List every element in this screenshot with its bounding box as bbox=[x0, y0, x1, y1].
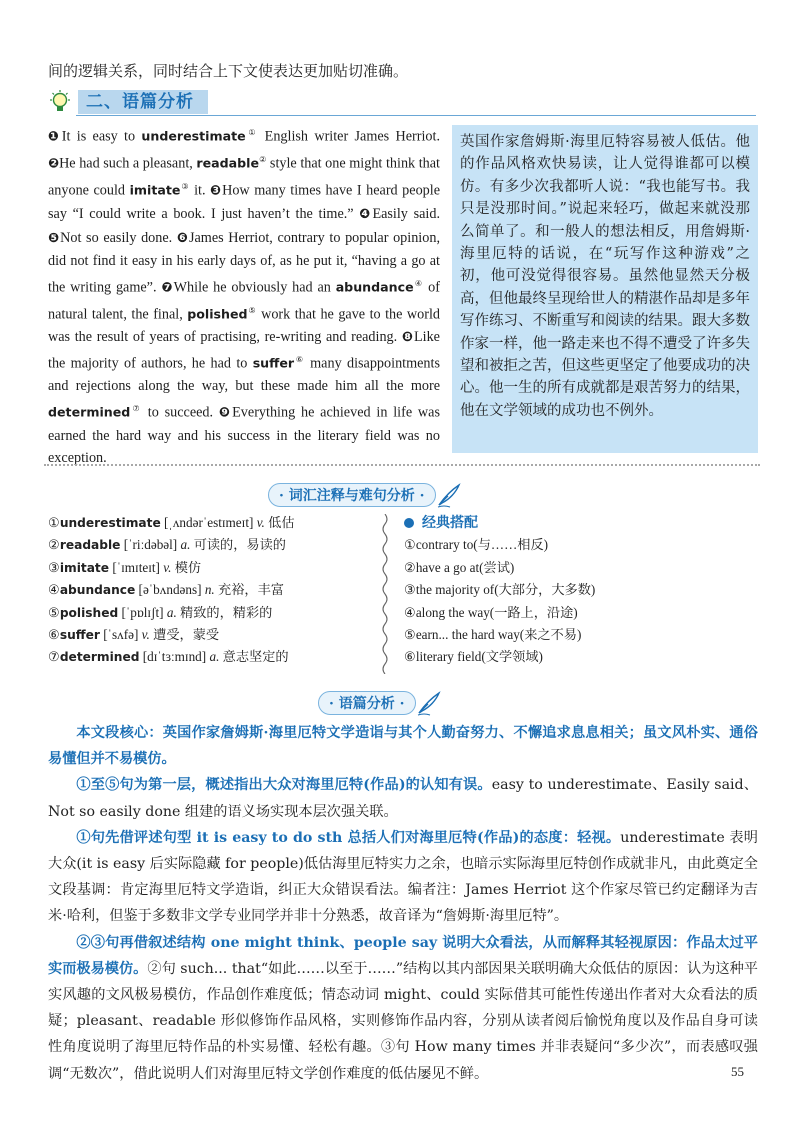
vocab-pos: v. bbox=[163, 559, 172, 575]
footnote-marker: ⑥ bbox=[294, 355, 305, 365]
analysis-body: underestimate 表明大众(it is easy 后实际隐藏 for people)低估海里厄特实力之余，也暗示实际海里厄特创作成就非凡，由此奠定全文段基调：肯定海里厄特文学造诣，纠正大众错误看法。编者注：James Herriot 这个作家尽管已约定翻译为吉米·哈利，但鉴于多数非文学专业同学并非十分熟悉，故音译为“詹姆斯·海里厄特”。 bbox=[48, 829, 758, 925]
keyword: imitate bbox=[129, 183, 181, 199]
vocab-number: ⑥ bbox=[48, 627, 60, 643]
passage-text: James Herriot, contrary to popular opinion, did not find it easy in his early days of, as he put it, “having a go at the writing game”. bbox=[48, 229, 440, 296]
collocation-item: ①contrary to(与……相反) bbox=[404, 537, 549, 553]
passage-text: to succeed. bbox=[141, 404, 219, 421]
vocab-word: abundance bbox=[59, 583, 136, 598]
vocab-number: ③ bbox=[48, 559, 60, 575]
collocation-title bbox=[404, 512, 744, 534]
analysis-highlight: ①至⑤句为第一层，概述指出大众对海里厄特(作品)的认知有误。 bbox=[76, 777, 492, 794]
vocab-number: ① bbox=[48, 515, 60, 530]
keyword: abundance bbox=[335, 279, 414, 295]
analysis-body: easy to underestimate、Easily said、Not so easily done 组建的语义场实现本层次强关联。 bbox=[48, 777, 758, 820]
passage-text: It is easy to bbox=[61, 128, 142, 145]
passage-text: Easily said. bbox=[372, 206, 440, 223]
passage-text: English writer James Herriot. bbox=[258, 128, 441, 145]
passage-text: He had such a pleasant, bbox=[59, 155, 197, 172]
analysis-paragraph bbox=[48, 720, 758, 772]
sentence-number: ❸ bbox=[210, 184, 223, 200]
vocab-item bbox=[48, 624, 368, 646]
passage-text: How many times have I heard people say “I could write a book. I just haven’t the time.” bbox=[48, 183, 440, 223]
sentence-number: ❼ bbox=[161, 280, 174, 296]
bullet-icon bbox=[404, 518, 414, 528]
collocation-item: ⑥literary field(文学领域) bbox=[404, 649, 543, 665]
collocation-item: ⑤earn... the hard way(来之不易) bbox=[404, 627, 582, 643]
translation-text: 英国作家詹姆斯·海里厄特容易被人低估。他的作品风格欢快易读，让人觉得谁都可以模仿。有多少次我都听人说：“我也能写书。我只是没那时间。”说起来轻巧，做起来就没那么简单了。和一般人的想法相反，用詹姆斯·海里厄特的话说，在“玩写作这种游戏”之初，他可没觉得很容易。虽然他显然天分极高，但他最终呈现给世人的精湛作品却是多年写作练习、不断重写和阅读的结果。跟大多数作家一样，他一路走来也不得不遭受了许多失望和被拒之苦，但这些更坚定了他要成功的决心。他一生的所有成就都是艰苦努力的结果，他在文学领域的成功也不例外。 bbox=[460, 134, 750, 419]
vocab-meaning: 精致的，精彩的 bbox=[176, 604, 273, 620]
vocab-word: underestimate bbox=[59, 516, 161, 530]
vocab-meaning: 模仿 bbox=[171, 559, 202, 575]
collocation-title-text: 经典搭配 bbox=[422, 515, 478, 531]
vocab-item bbox=[48, 602, 368, 624]
page-number: 55 bbox=[731, 1064, 744, 1079]
keyword: underestimate bbox=[141, 128, 246, 144]
vocab-phonetic: [ˈpɒlɪʃt] bbox=[118, 604, 167, 620]
vocab-number: ⑤ bbox=[48, 604, 60, 620]
vocab-phonetic: [dɪˈtɜːmɪnd] bbox=[139, 649, 210, 665]
sentence-number: ❷ bbox=[48, 156, 60, 172]
analysis-body: ②句 such... that“如此……以至于……”结构以其内部因果关联明确大众低估的原因：认为这种平实风趣的文风极易模仿，作品创作难度低；情态动词 might、could 实际借其可能性传递出作者对大众看法的质疑；pleasant、readable 形似修饰作品风格，实则修饰作品内容，分别从读者阅后愉悦角度以及作品自身可读性角度说明了海里厄特作品的朴实易懂、轻松有趣。③句 How many times 并非表疑问“多少次”，而表感叹强调“无数次”，借此说明人们对海里厄特文学创作难度的低估屡见不鲜。 bbox=[48, 960, 758, 1082]
section-title: 二、语篇分析 bbox=[78, 90, 208, 114]
lightbulb-icon bbox=[48, 90, 72, 116]
vocab-pos: n. bbox=[204, 582, 215, 598]
vocab-word: readable bbox=[59, 538, 121, 553]
sentence-number: ❽ bbox=[401, 329, 414, 345]
analysis-highlight: ①句先借评述句型 it is easy to do sth 总括人们对海里厄特(作品)的态度：轻视。 bbox=[76, 829, 621, 846]
section-header bbox=[48, 88, 756, 118]
vocab-number: ⑦ bbox=[48, 649, 60, 665]
passage-text: work that he gave to the world was the result of years of practising, re-writing and reading. bbox=[48, 306, 440, 345]
vocab-number: ④ bbox=[48, 582, 60, 598]
vocab-pos: a. bbox=[209, 649, 220, 665]
vocab-item bbox=[48, 557, 368, 579]
keyword: determined bbox=[48, 404, 131, 420]
vocab-item bbox=[48, 512, 368, 534]
footnote-marker: ⑦ bbox=[130, 403, 142, 413]
vocab-pos: v. bbox=[141, 627, 150, 643]
translation-box bbox=[452, 125, 758, 453]
vocab-word: suffer bbox=[59, 628, 100, 643]
passage-text: While he obviously had an bbox=[173, 279, 336, 296]
keyword: polished bbox=[187, 306, 248, 322]
passage-text: style that one might think that anyone could bbox=[48, 155, 440, 200]
analysis-heading bbox=[318, 690, 442, 716]
vocab-word: imitate bbox=[59, 560, 110, 575]
quill-pen-icon bbox=[416, 690, 442, 716]
dotted-divider bbox=[44, 464, 760, 466]
vocab-phonetic: [ˌʌndərˈestɪmeɪt] bbox=[160, 515, 257, 530]
vocab-phonetic: [ˈriːdəbəl] bbox=[120, 537, 181, 553]
collocation-item: ④along the way(一路上，沿途) bbox=[404, 604, 578, 620]
footnote-marker: ④ bbox=[413, 278, 424, 288]
vocab-meaning: 遭受，蒙受 bbox=[149, 627, 220, 643]
passage-text: Like the majority of authors, he had to bbox=[48, 328, 440, 373]
analysis-text bbox=[48, 720, 758, 1087]
footnote-marker: ⑤ bbox=[247, 305, 257, 315]
passage-text: it. bbox=[189, 183, 211, 200]
vocab-meaning: 充裕，丰富 bbox=[214, 582, 284, 598]
vocab-meaning: 意志坚定的 bbox=[219, 649, 289, 665]
vocab-pos: a. bbox=[166, 604, 177, 620]
english-passage bbox=[48, 122, 440, 470]
vocab-item bbox=[48, 579, 368, 601]
passage-text: many disappointments and rejections along the way, but these made him all the more bbox=[48, 356, 440, 395]
sentence-number: ❺ bbox=[48, 230, 61, 246]
passage-text: Not so easily done. bbox=[60, 229, 177, 246]
footnote-marker: ② bbox=[259, 155, 267, 165]
sentence-number: ❹ bbox=[359, 207, 373, 223]
analysis-paragraph bbox=[48, 772, 758, 824]
vocab-phonetic: [əˈbʌndəns] bbox=[135, 582, 205, 598]
vocab-number: ② bbox=[48, 537, 60, 553]
analysis-heading-label: · 语篇分析 · bbox=[318, 691, 416, 715]
keyword: suffer bbox=[252, 356, 295, 372]
analysis-highlight: 本文段核心：英国作家詹姆斯·海里厄特文学造诣与其个人勤奋努力、不懈追求息息相关；虽文风朴实、通俗易懂但并不易模仿。 bbox=[48, 725, 758, 768]
vocab-word: determined bbox=[59, 650, 140, 665]
sentence-number: ❶ bbox=[48, 129, 62, 145]
passage-text: of natural talent, the final, bbox=[48, 279, 441, 323]
footnote-marker: ③ bbox=[180, 182, 190, 192]
section-rule bbox=[76, 115, 756, 116]
continued-text-line: 间的逻辑关系，同时结合上下文使表达更加贴切准确。 bbox=[48, 62, 409, 80]
vocab-item bbox=[48, 646, 368, 668]
quill-pen-icon bbox=[436, 482, 462, 508]
analysis-paragraph bbox=[48, 825, 758, 930]
vocab-phonetic: [ˈsʌfə] bbox=[99, 627, 142, 643]
analysis-paragraph bbox=[48, 930, 758, 1087]
vocab-phonetic: [ˈɪmɪteɪt] bbox=[109, 559, 164, 575]
vocab-meaning: 低估 bbox=[264, 515, 295, 530]
collocation-item: ③the majority of(大部分，大多数) bbox=[404, 582, 596, 598]
vocab-pos: v. bbox=[256, 515, 265, 530]
vocab-pos: a. bbox=[180, 537, 191, 553]
collocation-list bbox=[404, 512, 744, 669]
vocab-meaning: 可读的，易读的 bbox=[190, 537, 286, 553]
vocab-heading bbox=[268, 482, 462, 508]
collocation-item: ②have a go at(尝试) bbox=[404, 559, 515, 575]
vocab-heading-label: · 词汇注释与难句分析 · bbox=[268, 483, 436, 507]
sentence-number: ❻ bbox=[176, 230, 189, 246]
sentence-number: ❾ bbox=[218, 405, 233, 421]
footnote-marker: ① bbox=[245, 128, 259, 137]
vocabulary-list bbox=[48, 512, 368, 669]
wavy-divider bbox=[380, 514, 390, 674]
passage-text: Everything he achieved in life was earned the hard way and his success in the literary field was no exception. bbox=[48, 404, 440, 467]
vocab-item bbox=[48, 534, 368, 556]
analysis-highlight: ②③句再借叙述结构 one might think、people say 说明大众看法，从而解释其轻视原因：作品太过平实而极易模仿。 bbox=[48, 934, 758, 977]
vocab-word: polished bbox=[59, 605, 119, 620]
keyword: readable bbox=[196, 155, 260, 171]
